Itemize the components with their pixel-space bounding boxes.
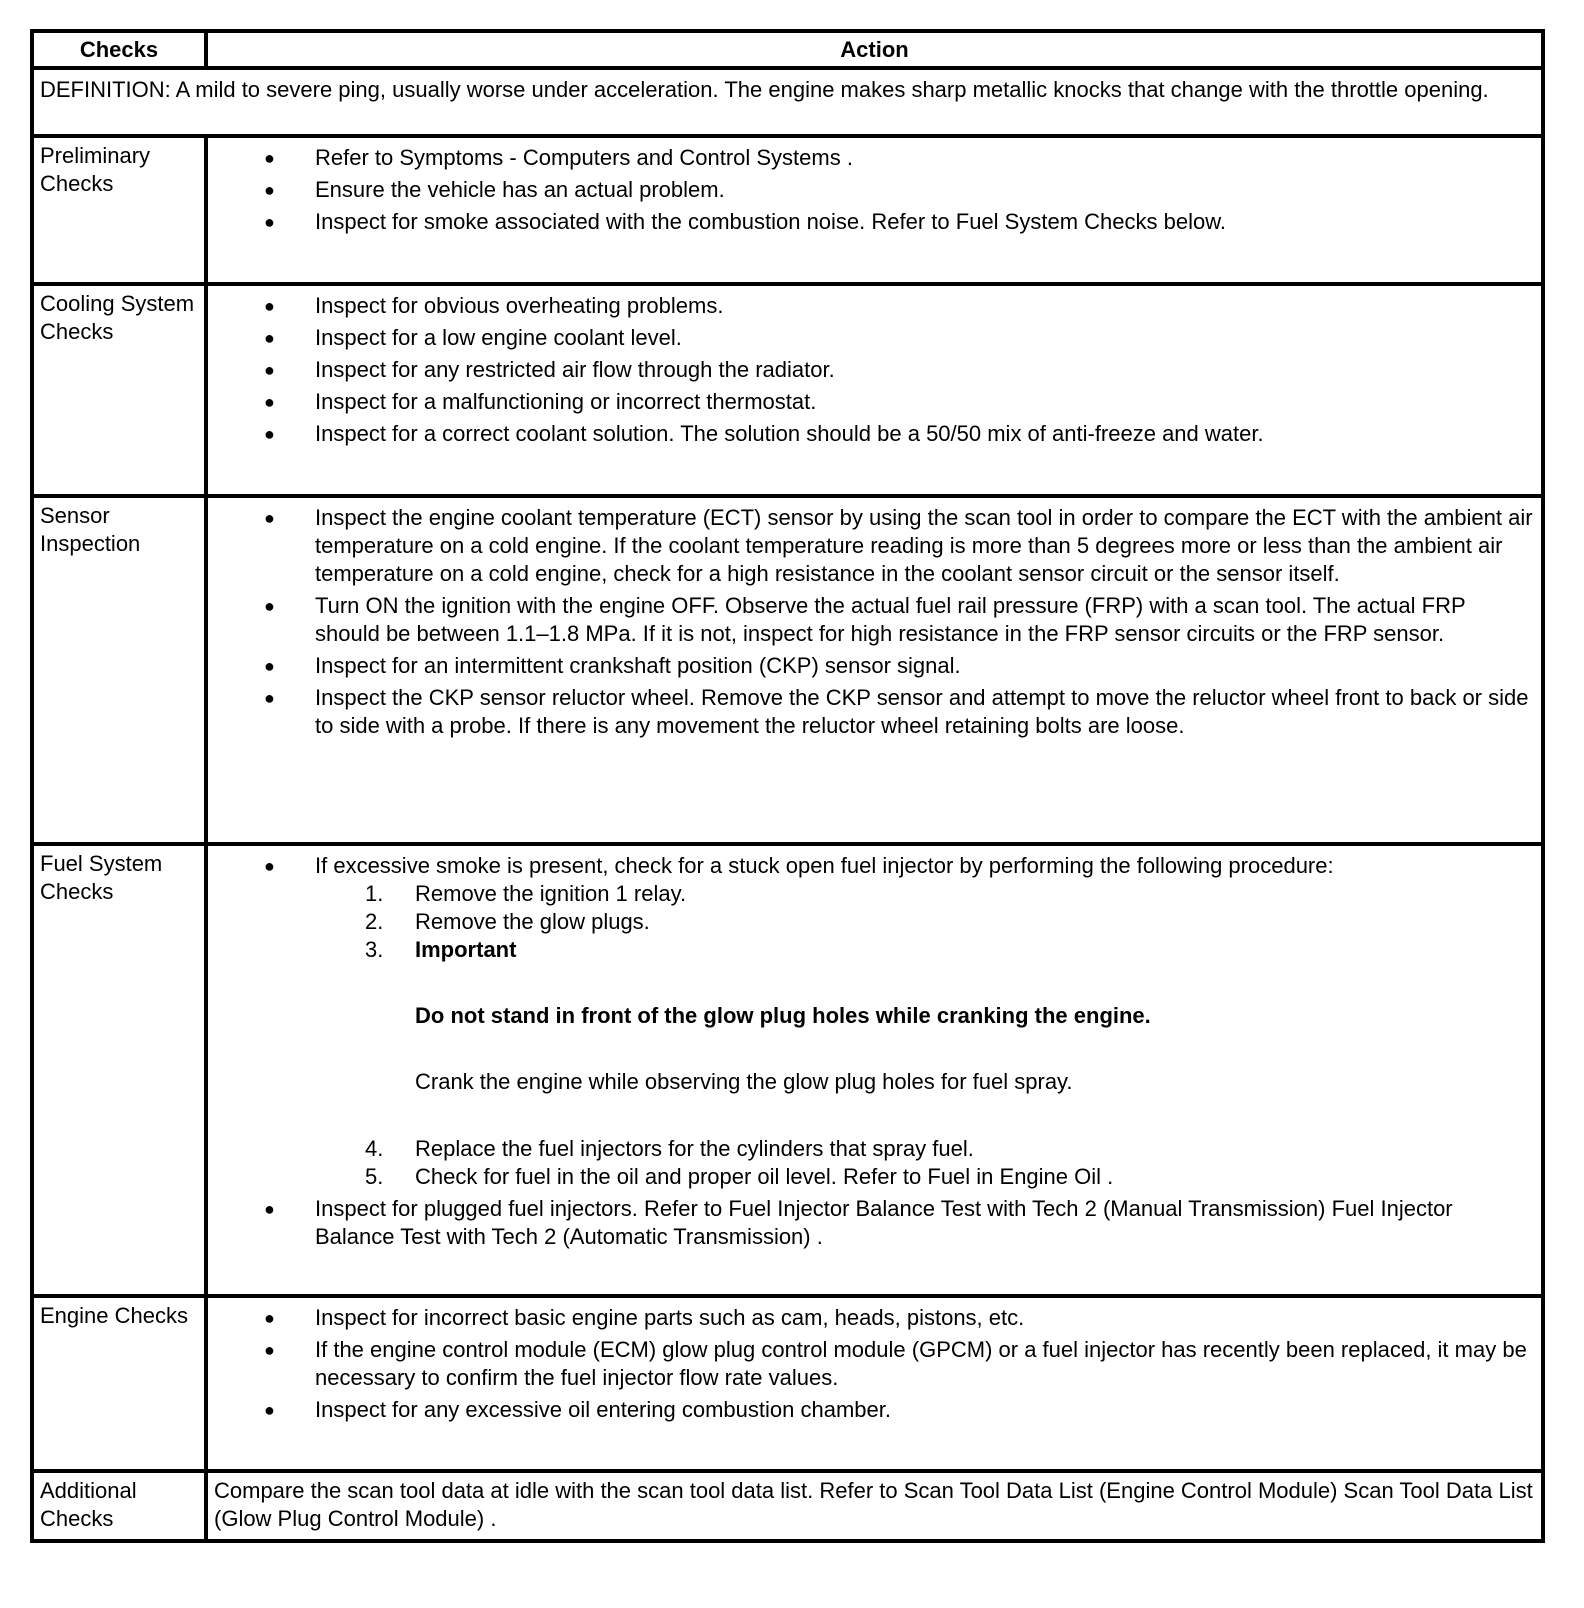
list-item-text: Ensure the vehicle has an actual problem.	[315, 177, 725, 202]
preliminary-label: Preliminary Checks	[32, 136, 206, 284]
list-item-text: If the engine control module (ECM) glow plug control module (GPCM) or a fuel injector has recently been replaced, it may be necessary to confirm the fuel injector flow rate values.	[315, 1337, 1527, 1390]
bullet-icon: ●	[264, 1340, 275, 1360]
diagnostic-table	[30, 29, 1545, 1543]
step-item	[315, 936, 1533, 1096]
list-item-text: Refer to Symptoms - Computers and Control Systems .	[315, 145, 853, 170]
important-title: Important	[415, 937, 517, 962]
list-item	[208, 388, 1533, 416]
cooling-row	[32, 284, 1543, 496]
step-number: 5.	[365, 1164, 384, 1189]
bullet-list	[208, 504, 1533, 740]
bullet-icon: ●	[264, 180, 275, 200]
list-item	[208, 356, 1533, 384]
list-item-text: Inspect for any excessive oil entering combustion chamber.	[315, 1397, 891, 1422]
bullet-icon: ●	[264, 596, 275, 616]
list-item	[208, 208, 1533, 236]
sensor-row	[32, 496, 1543, 844]
fuel-row	[32, 844, 1543, 1296]
step-text: Crank the engine while observing the glow plug holes for fuel spray.	[415, 1069, 1073, 1094]
bullet-list	[208, 1304, 1533, 1424]
bullet-icon: ●	[264, 328, 275, 348]
list-item	[208, 324, 1533, 352]
list-item-text: Inspect for obvious overheating problems.	[315, 293, 724, 318]
list-item	[208, 144, 1533, 172]
bullet-list	[208, 292, 1533, 448]
action-header: Action	[206, 31, 1543, 68]
engine-row	[32, 1296, 1543, 1471]
definition-row	[32, 68, 1543, 136]
bullet-icon: ●	[264, 656, 275, 676]
bullet-icon: ●	[264, 1400, 275, 1420]
fuel-intro: If excessive smoke is present, check for a stuck open fuel injector by performing the following procedure:	[315, 853, 1334, 878]
list-item-text: Inspect for incorrect basic engine parts such as cam, heads, pistons, etc.	[315, 1305, 1025, 1330]
important-warning: Do not stand in front of the glow plug holes while cranking the engine.	[415, 1003, 1151, 1028]
bullet-icon: ●	[264, 212, 275, 232]
list-item	[208, 504, 1533, 588]
bullet-list	[208, 144, 1533, 236]
list-item-text: Inspect the engine coolant temperature (ECT) sensor by using the scan tool in order to compare the ECT with the ambient air temperature on a cold engine. If the coolant temperature reading is more than 5 degrees more or less than the ambient air temperature on a cold engine, check for a high resistance in the coolant sensor circuit or the sensor itself.	[315, 505, 1533, 586]
list-item	[208, 592, 1533, 648]
step-number: 4.	[365, 1136, 384, 1161]
preliminary-row	[32, 136, 1543, 284]
additional-text: Compare the scan tool data at idle with the scan tool data list. Refer to Scan Tool Data List (Engine Control Module) Scan Tool Data List (Glow Plug Control Module) .	[206, 1471, 1543, 1541]
list-item	[208, 684, 1533, 740]
step-item	[315, 1163, 1533, 1191]
cooling-label: Cooling System Checks	[32, 284, 206, 496]
bullet-icon: ●	[264, 508, 275, 528]
list-item-text: Inspect for a malfunctioning or incorrect thermostat.	[315, 389, 817, 414]
bullet-list	[208, 852, 1533, 1251]
fuel-item-2: Inspect for plugged fuel injectors. Refer to Fuel Injector Balance Test with Tech 2 (Manual Transmission) Fuel Injector Balance Test with Tech 2 (Automatic Transmission) .	[315, 1196, 1453, 1249]
bullet-icon: ●	[264, 1199, 275, 1219]
fuel-label: Fuel System Checks	[32, 844, 206, 1296]
step-item	[315, 908, 1533, 936]
list-item	[208, 1396, 1533, 1424]
step-item	[315, 1135, 1533, 1163]
bullet-icon: ●	[264, 392, 275, 412]
list-item	[208, 176, 1533, 204]
step-text: Replace the fuel injectors for the cylinders that spray fuel.	[415, 1136, 974, 1161]
list-item	[208, 292, 1533, 320]
bullet-icon: ●	[264, 856, 275, 876]
additional-row	[32, 1471, 1543, 1541]
bullet-icon: ●	[264, 424, 275, 444]
list-item-text: Turn ON the ignition with the engine OFF. Observe the actual fuel rail pressure (FRP) with a scan tool. The actual FRP should be between 1.1–1.8 MPa. If it is not, inspect for high resistance in the FRP sensor circuits or the FRP sensor.	[315, 593, 1466, 646]
list-item-text: Inspect the CKP sensor reluctor wheel. Remove the CKP sensor and attempt to move the reluctor wheel front to back or side to side with a probe. If there is any movement the reluctor wheel retaining bolts are loose.	[315, 685, 1529, 738]
list-item	[208, 1336, 1533, 1392]
bullet-icon: ●	[264, 296, 275, 316]
step-text: Check for fuel in the oil and proper oil level. Refer to Fuel in Engine Oil .	[415, 1164, 1114, 1189]
checks-header: Checks	[32, 31, 206, 68]
list-item	[208, 652, 1533, 680]
list-item	[208, 1195, 1533, 1251]
list-item-text: Inspect for any restricted air flow through the radiator.	[315, 357, 835, 382]
cooling-actions	[206, 284, 1543, 496]
list-item-text: Inspect for a low engine coolant level.	[315, 325, 682, 350]
sensor-actions	[206, 496, 1543, 844]
list-item-text: Inspect for smoke associated with the combustion noise. Refer to Fuel System Checks below.	[315, 209, 1226, 234]
engine-actions	[206, 1296, 1543, 1471]
bullet-icon: ●	[264, 360, 275, 380]
step-number: 2.	[365, 909, 384, 934]
step-text: Remove the glow plugs.	[415, 909, 650, 934]
step-number: 3.	[365, 937, 384, 962]
step-number: 1.	[365, 881, 384, 906]
additional-label: Additional Checks	[32, 1471, 206, 1541]
sensor-label: Sensor Inspection	[32, 496, 206, 844]
bullet-icon: ●	[264, 148, 275, 168]
list-item-text: Inspect for an intermittent crankshaft position (CKP) sensor signal.	[315, 653, 961, 678]
list-item	[208, 420, 1533, 448]
fuel-actions	[206, 844, 1543, 1296]
preliminary-actions	[206, 136, 1543, 284]
definition-text: DEFINITION: A mild to severe ping, usually worse under acceleration. The engine makes sharp metallic knocks that change with the throttle opening.	[32, 68, 1543, 136]
step-item	[315, 880, 1533, 908]
list-item	[208, 852, 1533, 1191]
procedure-steps	[315, 880, 1533, 1191]
list-item	[208, 1304, 1533, 1332]
header-row	[32, 31, 1543, 68]
step-text: Remove the ignition 1 relay.	[415, 881, 687, 906]
engine-label: Engine Checks	[32, 1296, 206, 1471]
list-item-text: Inspect for a correct coolant solution. The solution should be a 50/50 mix of anti-freeze and water.	[315, 421, 1264, 446]
bullet-icon: ●	[264, 688, 275, 708]
bullet-icon: ●	[264, 1308, 275, 1328]
